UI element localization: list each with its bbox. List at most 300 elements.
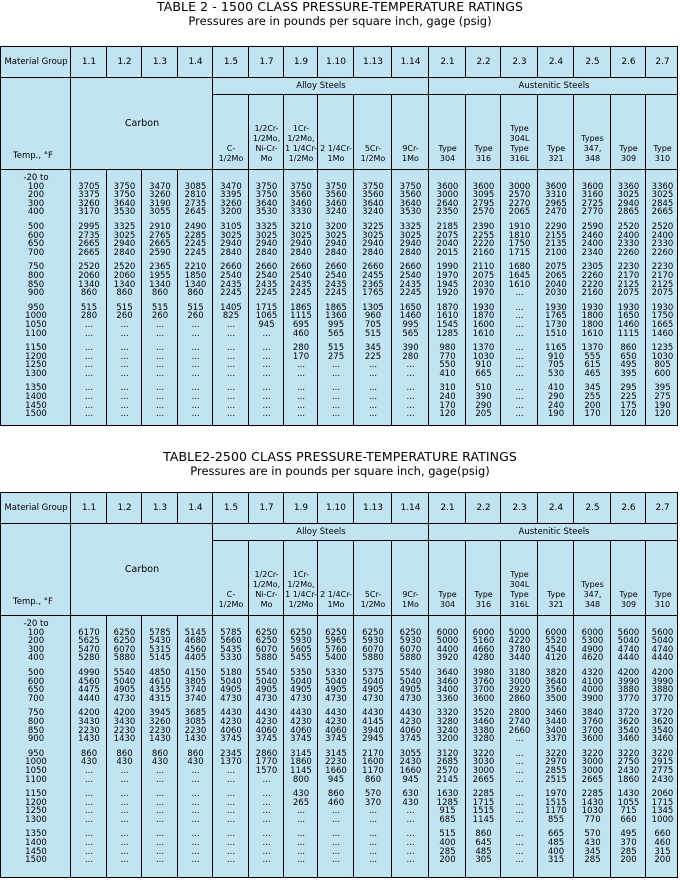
value-group	[501, 669, 538, 703]
column-divider	[106, 47, 107, 77]
temperature-value: 1400	[25, 392, 47, 403]
column-divider	[500, 170, 501, 425]
value-group	[318, 304, 354, 338]
pressure-value: 3750	[325, 181, 347, 192]
pressure-value: 6000	[545, 627, 567, 638]
temperature-value: -20 to	[23, 173, 49, 183]
pressure-value: 3360	[436, 693, 459, 704]
column-divider	[283, 170, 284, 425]
value-group	[501, 750, 538, 784]
pressure-value: ...	[120, 351, 129, 362]
pressure-value: 860	[364, 774, 382, 785]
data-column-1-1	[71, 620, 107, 871]
data-column-1-4	[178, 620, 213, 871]
value-group	[284, 344, 318, 378]
pressure-value: 4905	[113, 685, 136, 696]
temperature-value: 600	[27, 676, 45, 687]
value-group	[213, 790, 249, 824]
sub-header-divider	[500, 95, 501, 169]
pressure-value: 570	[584, 829, 601, 840]
pressure-value: 175	[620, 400, 637, 411]
value-group	[71, 709, 107, 743]
column-divider	[283, 47, 284, 77]
temperature-value: 1100	[25, 328, 47, 339]
pressure-value: 2245	[255, 288, 278, 299]
sub-header-11: Types 347, 348	[581, 580, 604, 609]
pressure-value: 770	[584, 814, 601, 825]
value-group	[501, 620, 538, 663]
pressure-value: 2540	[399, 270, 422, 281]
pressure-value: ...	[296, 814, 306, 825]
pressure-value: ...	[296, 360, 306, 371]
pressure-value: 3600	[472, 181, 495, 192]
value-group	[466, 223, 501, 257]
value-group	[249, 750, 284, 784]
pressure-value: 3640	[399, 198, 422, 209]
pressure-value: 4850	[149, 667, 171, 678]
pressure-value: 2590	[581, 221, 604, 232]
pressure-value: 3760	[472, 676, 495, 687]
data-column-2-2	[466, 174, 501, 425]
value-group	[538, 174, 574, 217]
pressure-value: 5040	[362, 676, 384, 687]
pressure-value: ...	[515, 400, 524, 411]
pressure-value: ...	[515, 846, 524, 857]
pressure-value: 1610	[508, 279, 531, 290]
pressure-value: ...	[262, 846, 271, 857]
pressure-value: 2245	[184, 247, 207, 258]
value-group	[178, 384, 213, 418]
pressure-value: 5350	[290, 667, 312, 678]
pressure-value: 430	[116, 757, 133, 768]
pressure-value: 510	[475, 383, 492, 394]
pressure-value: 4990	[78, 667, 100, 678]
pressure-value: 4200	[113, 708, 136, 719]
pressure-value: 4320	[581, 667, 604, 678]
pressure-value: 2665	[651, 207, 674, 218]
pressure-value: ...	[515, 814, 524, 825]
pressure-value: 3840	[581, 708, 604, 719]
sub-header-5: 5Cr- 1/2Mo	[360, 590, 386, 609]
pressure-value: 4740	[617, 644, 640, 655]
pressure-value: 2400	[651, 230, 674, 241]
pressure-value: 3820	[545, 667, 567, 678]
value-group	[318, 174, 354, 217]
pressure-value: 2245	[399, 288, 422, 299]
data-column-1-10	[318, 174, 354, 425]
pressure-value: ...	[155, 392, 165, 403]
pressure-value: 2220	[581, 279, 604, 290]
pressure-value: 4430	[362, 708, 384, 719]
pressure-value: ...	[84, 797, 94, 808]
pressure-value: ...	[262, 409, 271, 420]
pressure-value: 6250	[255, 636, 278, 647]
pressure-value: 3745	[399, 734, 422, 745]
pressure-value: ...	[191, 838, 200, 849]
pressure-value: 2230	[78, 725, 100, 736]
sub-header-divider	[353, 95, 354, 169]
value-group	[392, 750, 429, 784]
pressure-value: ...	[262, 829, 271, 840]
pressure-value: 2340	[581, 247, 604, 258]
pressure-value: 2860	[255, 748, 278, 759]
value-group	[611, 830, 646, 864]
value-group	[71, 263, 107, 297]
pressure-value: 5540	[399, 667, 422, 678]
pressure-value: 225	[620, 392, 637, 403]
pressure-value: 5040	[290, 676, 312, 687]
pressure-value: 5880	[113, 653, 136, 664]
pressure-value: 295	[620, 383, 637, 394]
pressure-value: 860	[327, 789, 345, 800]
value-group	[538, 620, 574, 663]
pressure-value: ...	[84, 360, 94, 371]
value-group	[107, 669, 142, 703]
temperature-value: 1450	[25, 400, 47, 411]
value-group	[107, 750, 142, 784]
pressure-value: 6000	[581, 627, 604, 638]
pressure-value: 615	[584, 360, 601, 371]
pressure-value: 5540	[255, 667, 278, 678]
pressure-value: 3000	[581, 765, 604, 776]
pressure-value: 3770	[651, 693, 674, 704]
pressure-value: 3750	[362, 181, 384, 192]
pressure-value: 170	[292, 351, 310, 362]
pressure-value: 1115	[290, 311, 312, 322]
sub-header-13: Type 310	[653, 144, 672, 163]
pressure-value: 6250	[362, 627, 384, 638]
pressure-value: 860	[475, 829, 492, 840]
pressure-value: ...	[262, 814, 271, 825]
pressure-value: 3000	[508, 676, 531, 687]
sub-header-divider	[428, 541, 429, 615]
value-group	[646, 669, 679, 703]
value-group	[71, 669, 107, 703]
pressure-value: 190	[547, 409, 565, 420]
value-group	[466, 709, 501, 743]
value-group	[284, 223, 318, 257]
value-group	[318, 384, 354, 418]
pressure-value: ...	[191, 392, 200, 403]
pressure-value: 5400	[325, 653, 347, 664]
temperature-value: 1000	[25, 757, 47, 768]
value-group	[574, 620, 611, 663]
pressure-value: 2155	[545, 230, 567, 241]
value-group	[429, 223, 466, 257]
pressure-value: 3700	[472, 685, 495, 696]
value-group	[249, 669, 284, 703]
sub-header-1: C- 1/2Mo	[218, 590, 244, 609]
pressure-value: 2330	[651, 239, 674, 250]
pressure-value: ...	[262, 400, 271, 411]
pressure-value: ...	[368, 814, 378, 825]
pressure-value: 5000	[508, 627, 531, 638]
pressure-value: ...	[120, 829, 129, 840]
column-divider	[537, 616, 538, 877]
pressure-value: ...	[84, 765, 94, 776]
pressure-value: 1340	[78, 279, 100, 290]
column-divider	[537, 170, 538, 425]
value-group	[646, 830, 679, 864]
sub-header-divider	[465, 541, 466, 615]
pressure-value: ...	[226, 814, 236, 825]
pressure-value: ...	[155, 789, 165, 800]
sub-header-divider	[573, 95, 574, 169]
pressure-value: 2430	[651, 774, 674, 785]
pressure-value: 2520	[78, 262, 100, 273]
pressure-value: 3400	[545, 725, 567, 736]
pressure-value: 1345	[651, 806, 674, 817]
pressure-value: 5330	[220, 653, 242, 664]
pressure-value: ...	[84, 319, 94, 330]
column-divider	[353, 170, 354, 425]
pressure-value: 5930	[399, 636, 422, 647]
pressure-value: 2435	[399, 279, 422, 290]
pressure-value: 1850	[184, 270, 207, 281]
pressure-value: 1860	[617, 774, 640, 785]
pressure-value: ...	[155, 383, 165, 394]
temperature-group	[1, 223, 71, 257]
pressure-value: ...	[262, 774, 271, 785]
material-group-1-4: 1.4	[188, 503, 203, 513]
value-group	[501, 223, 538, 257]
pressure-value: ...	[84, 814, 94, 825]
temperature-value: 900	[27, 288, 45, 299]
pressure-value: 2665	[78, 247, 100, 258]
pressure-value: 1030	[581, 806, 604, 817]
pressure-value: ...	[515, 829, 524, 840]
pressure-value: ...	[84, 409, 94, 420]
value-group	[611, 344, 646, 378]
pressure-value: ...	[191, 360, 200, 371]
pressure-value: ...	[515, 368, 524, 379]
pressure-value: 3000	[581, 757, 604, 768]
table-header	[0, 492, 678, 616]
data-column-1-9	[284, 174, 318, 425]
pressure-value: 4230	[220, 716, 242, 727]
value-group	[392, 384, 429, 418]
pressure-value: 4905	[255, 685, 278, 696]
pressure-value: ...	[84, 829, 94, 840]
pressure-value: 5600	[617, 627, 640, 638]
pressure-value: ...	[515, 789, 524, 800]
pressure-value: 2685	[436, 757, 459, 768]
pressure-value: 3720	[617, 708, 640, 719]
pressure-value: 3805	[184, 676, 207, 687]
pressure-value: 2170	[617, 270, 640, 281]
pressure-value: 1405	[220, 302, 242, 313]
temperature-group	[1, 830, 71, 864]
table-body	[0, 616, 678, 878]
pressure-value: ...	[120, 789, 129, 800]
pressure-value: ...	[262, 392, 271, 403]
column-divider	[573, 616, 574, 877]
pressure-value: ...	[515, 383, 524, 394]
value-group	[178, 620, 213, 663]
pressure-value: 2840	[220, 247, 242, 258]
pressure-value: ...	[191, 765, 200, 776]
pressure-value: 3190	[149, 198, 171, 209]
pressure-value: 5880	[255, 653, 278, 664]
value-group	[318, 750, 354, 784]
pressure-value: 410	[547, 383, 565, 394]
pressure-value: 460	[327, 797, 345, 808]
value-group	[178, 790, 213, 824]
value-group	[611, 263, 646, 297]
pressure-value: 5375	[362, 667, 384, 678]
pressure-value: 2840	[362, 247, 384, 258]
pressure-value: 2435	[325, 279, 347, 290]
pressure-value: 3470	[220, 181, 242, 192]
value-group	[354, 344, 392, 378]
pressure-value: 4060	[290, 725, 312, 736]
pressure-value: 3025	[113, 230, 136, 241]
pressure-value: ...	[515, 311, 524, 322]
pressure-value: 4400	[436, 644, 459, 655]
temperature-value: 400	[27, 207, 45, 218]
value-group	[142, 344, 178, 378]
value-group	[318, 620, 354, 663]
pressure-value: 3025	[290, 230, 312, 241]
pressure-value: 945	[258, 319, 275, 330]
pressure-value: ...	[368, 855, 378, 866]
pressure-value: 855	[547, 814, 565, 825]
pressure-value: 3600	[436, 181, 459, 192]
data-column-1-4	[178, 174, 213, 425]
table-body	[0, 170, 678, 426]
pressure-value: 430	[402, 797, 419, 808]
pressure-value: 5760	[325, 644, 347, 655]
pressure-value: 3520	[472, 708, 495, 719]
pressure-value: 5300	[581, 636, 604, 647]
value-group	[574, 669, 611, 703]
pressure-value: 3000	[472, 765, 495, 776]
temperature-value: 1450	[25, 846, 47, 857]
pressure-value: 1665	[651, 319, 674, 330]
pressure-value: 1370	[220, 757, 242, 768]
pressure-value: ...	[262, 368, 271, 379]
pressure-value: 2840	[399, 247, 422, 258]
value-group	[429, 830, 466, 864]
pressure-value: ...	[296, 383, 306, 394]
pressure-value: 3325	[399, 221, 422, 232]
value-group	[318, 669, 354, 703]
sub-header-12: Type 309	[619, 144, 638, 163]
pressure-value: 1430	[581, 797, 604, 808]
temperature-column	[1, 620, 71, 871]
value-group	[284, 830, 318, 864]
pressure-value: 345	[364, 343, 382, 354]
value-group	[429, 384, 466, 418]
pressure-value: 1970	[472, 288, 495, 299]
pressure-value: ...	[84, 328, 94, 339]
value-group	[142, 709, 178, 743]
pressure-value: 1545	[436, 319, 459, 330]
pressure-value: ...	[406, 409, 415, 420]
temperature-value: 1350	[25, 829, 47, 840]
pressure-value: ...	[515, 360, 524, 371]
pressure-value: 345	[584, 383, 601, 394]
pressure-value: 3750	[113, 190, 136, 201]
value-group	[538, 709, 574, 743]
pressure-value: ...	[84, 806, 94, 817]
pressure-value: 285	[620, 846, 637, 857]
pressure-value: 2840	[113, 247, 136, 258]
pressure-value: 3055	[149, 207, 171, 218]
pressure-value: 915	[439, 806, 456, 817]
pressure-value: 3225	[362, 221, 384, 232]
pressure-value: 200	[584, 400, 601, 411]
pressure-value: 3025	[651, 190, 674, 201]
value-group	[107, 709, 142, 743]
sub-header-divider	[645, 95, 646, 169]
material-group-2-1: 2.1	[440, 57, 455, 67]
pressure-value: ...	[84, 400, 94, 411]
sub-header-divider	[573, 541, 574, 615]
data-column-1-7	[249, 174, 284, 425]
pressure-value: ...	[515, 343, 524, 354]
sub-header-3: 1Cr- 1/2Mo, 1 1/4Cr- 1/2Mo	[285, 124, 317, 163]
pressure-value: ...	[191, 351, 200, 362]
pressure-value: 665	[547, 829, 565, 840]
pressure-value: 3370	[545, 734, 567, 745]
pressure-value: ...	[226, 838, 236, 849]
data-column-1-3	[142, 620, 178, 871]
pressure-value: 5605	[290, 644, 312, 655]
pressure-value: 2030	[545, 288, 567, 299]
temperature-value: 950	[27, 748, 45, 759]
pressure-value: 515	[364, 328, 382, 339]
pressure-value: 5330	[325, 667, 347, 678]
material-group-1-9: 1.9	[293, 57, 309, 67]
value-group	[392, 223, 429, 257]
pressure-value: 3460	[617, 734, 640, 745]
value-group	[107, 790, 142, 824]
sub-header-divider	[248, 541, 249, 615]
pressure-value: 2400	[581, 239, 604, 250]
pressure-value: 2840	[325, 247, 347, 258]
pressure-value: 3470	[149, 181, 171, 192]
pressure-value: 3460	[472, 716, 495, 727]
pressure-value: 1930	[472, 302, 495, 313]
pressure-value: 1930	[617, 302, 640, 313]
pressure-value: ...	[368, 400, 378, 411]
austenitic-steels-category: Austenitic Steels	[518, 527, 590, 537]
pressure-value: 2285	[472, 789, 495, 800]
pressure-value: 3320	[436, 708, 459, 719]
pressure-value: 3160	[581, 190, 604, 201]
pressure-value: ...	[296, 806, 306, 817]
pressure-value: 3280	[436, 716, 459, 727]
pressure-value: 430	[584, 838, 601, 849]
sub-header-10: Type 321	[546, 144, 566, 163]
pressure-value: 3325	[255, 221, 278, 232]
pressure-value: 3560	[290, 190, 312, 201]
pressure-value: 860	[187, 288, 204, 299]
pressure-value: 2245	[220, 288, 242, 299]
pressure-value: 1630	[436, 789, 459, 800]
pressure-value: 2660	[508, 725, 531, 736]
alloy-steels-category: Alloy Steels	[296, 527, 346, 537]
pressure-value: 2665	[581, 774, 604, 785]
sub-header-1: C- 1/2Mo	[218, 144, 244, 163]
pressure-value: ...	[331, 814, 341, 825]
value-group	[249, 223, 284, 257]
pressure-value: ...	[191, 814, 200, 825]
pressure-value: 3380	[472, 725, 495, 736]
temperature-value: 1200	[25, 797, 47, 808]
value-group	[284, 304, 318, 338]
